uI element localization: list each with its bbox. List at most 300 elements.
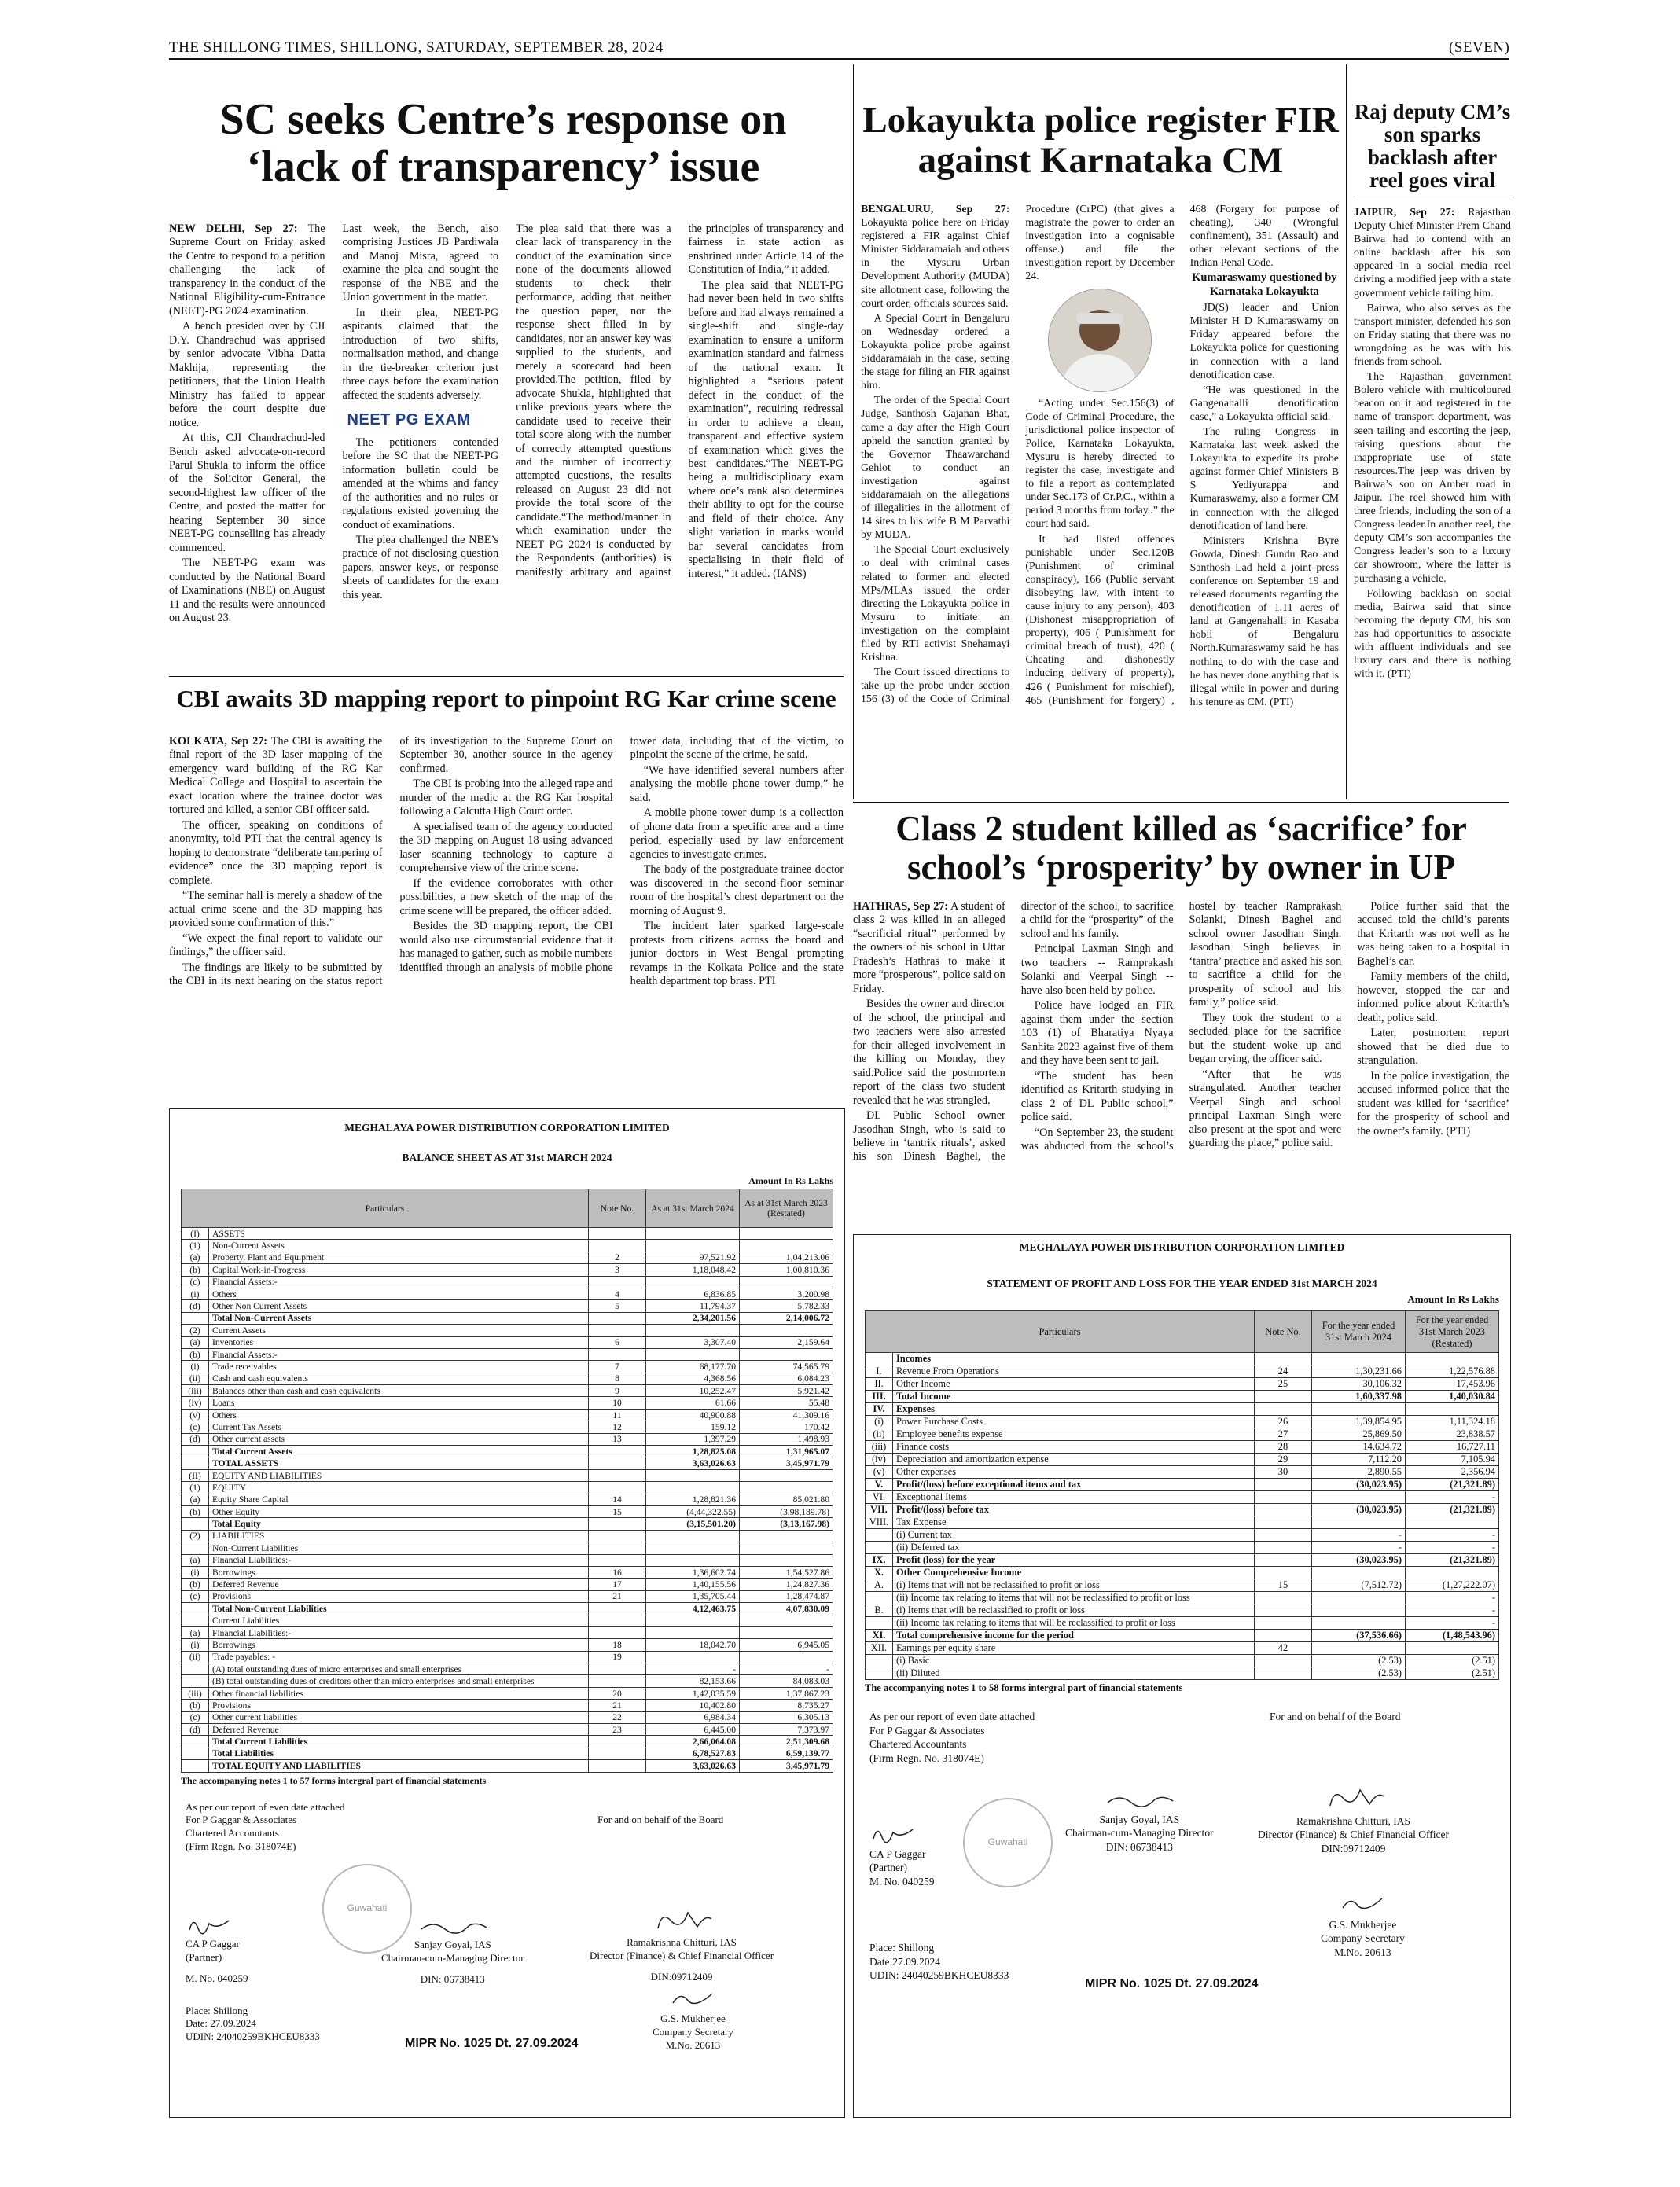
row-value-current: - — [1312, 1529, 1406, 1542]
story-up-para: In the police investigation, the accused informed police that the student was killed for ‘sacrifice’ for the prosperity of school and the owner’s family. (PTI) — [1357, 1069, 1509, 1138]
row-label: Total Equity — [209, 1518, 589, 1530]
row-note — [1255, 1516, 1312, 1529]
col-header: As at 31st March 2024 — [646, 1189, 740, 1228]
row-label: Provisions — [209, 1700, 589, 1711]
row-value-current — [646, 1530, 740, 1542]
story-sc-para: A bench presided over by CJI D.Y. Chandrachud was apprised by senior advocate Vibha Datta Makhija, representing the petitioners, that the Union Health Ministry has failed to appear before the court despite due notice. — [169, 320, 325, 429]
row-value-current: (4,44,322.55) — [646, 1505, 740, 1517]
table-row — [866, 1592, 1499, 1604]
row-index — [182, 1663, 209, 1675]
story-lokayukta-para: “He was questioned in the Gangenahalli denotification case,” a Lokayukta official said. — [1189, 384, 1339, 423]
story-sc-para: In their plea, NEET-PG aspirants claimed that the introduction of two shifts, normalisation method, and change in the tie-breaker criterion just three days before the examination affected the students adversely. — [342, 306, 499, 402]
board-label: For and on behalf of the Board — [1270, 1711, 1401, 1722]
story-raj-para: Bairwa, who also serves as the transport minister, defended his son on Friday stating that there was no wrongdoing as he was with his friends from school. — [1354, 302, 1511, 369]
firm-stamp: Guwahati — [963, 1798, 1053, 1887]
row-label: TOTAL ASSETS — [209, 1457, 589, 1469]
row-value-previous — [1406, 1403, 1499, 1416]
row-value-current: 11,794.37 — [646, 1300, 740, 1312]
row-index — [866, 1542, 893, 1554]
table-row — [182, 1397, 833, 1409]
row-note — [589, 1312, 646, 1324]
row-index: IX. — [866, 1554, 893, 1567]
row-note: 26 — [1255, 1416, 1312, 1428]
row-note: 8 — [589, 1373, 646, 1384]
statement-title: STATEMENT OF PROFIT AND LOSS FOR THE YEAR ENDED 31st MARCH 2024 — [987, 1277, 1377, 1289]
row-index — [182, 1675, 209, 1687]
table-row — [866, 1579, 1499, 1592]
row-note: 16 — [589, 1566, 646, 1578]
row-label: Cash and cash equivalents — [209, 1373, 589, 1384]
row-index: (iii) — [182, 1385, 209, 1397]
row-note — [589, 1748, 646, 1759]
row-value-previous — [740, 1240, 833, 1252]
profit-loss-ad — [853, 1234, 1511, 2118]
row-note — [589, 1469, 646, 1481]
row-label: (A) total outstanding dues of micro enterprises and small enterprises — [209, 1663, 589, 1675]
row-value-previous: 2,51,309.68 — [740, 1736, 833, 1748]
story-up-para: HATHRAS, Sep 27: A student of class 2 was killed in an alleged “sacrificial ritual” performed by the owners of his school in Uttar Pradesh’s Hathras to make it more “prosperous”, police said on Friday. — [853, 900, 1005, 995]
story-lokayukta-subhead: Kumaraswamy questioned by Karnataka Lokayukta — [1192, 271, 1337, 299]
signature-icon — [669, 1989, 716, 2009]
row-index: X. — [866, 1567, 893, 1579]
row-label: Depreciation and amortization expense — [893, 1454, 1255, 1466]
col-header: Note No. — [1255, 1311, 1312, 1353]
row-index — [182, 1736, 209, 1748]
row-label: EQUITY AND LIABILITIES — [209, 1469, 589, 1481]
row-label: Profit/(loss) before exceptional items and tax — [893, 1479, 1255, 1491]
row-label: Exceptional Items — [893, 1491, 1255, 1504]
signature-icon — [1339, 1894, 1386, 1914]
row-value-current — [646, 1228, 740, 1240]
table-row — [866, 1630, 1499, 1642]
row-value-current — [646, 1615, 740, 1626]
row-value-previous: 7,373.97 — [740, 1724, 833, 1736]
story-lokayukta-para: The ruling Congress in Karnataka last week asked the Lokayukta to expedite its probe against former Chief Ministers B S Yediyurappa and Kumaraswamy, also a former CM in connection with the alleged denotification of land here. — [1189, 425, 1339, 532]
row-label: Profit/(loss) before tax — [893, 1504, 1255, 1516]
row-label: Current Liabilities — [209, 1615, 589, 1626]
row-value-previous — [740, 1325, 833, 1336]
row-label: Borrowings — [209, 1566, 589, 1578]
story-up-para: DL Public School owner Jasodhan Singh, who is said to believe in ‘tantrik rituals’, asked his son Dinesh Baghel, the director of the school, to sacrifice a child for the “prosperity” of the school and his family. — [853, 900, 1174, 1163]
row-value-previous: 3,45,971.79 — [740, 1760, 833, 1772]
row-note: 28 — [1255, 1441, 1312, 1454]
story-lokayukta-para: Ministers Krishna Byre Gowda, Dinesh Gundu Rao and Santhosh Lad held a joint press conference on September 19 and released documents regarding the denotification of 1.11 acres of land at Gangenahalli in Kasaba hobli of Bengaluru North.Kumaraswamy said he has nothing to do with the case and he has never done anything that is illegal while in power and during his tenure as CM. (PTI) — [1189, 535, 1339, 708]
place-date-block: Place: Shillong Date: 27.09.2024 UDIN: 24040259BKHCEU8333 — [186, 2004, 320, 2043]
row-note — [1255, 1592, 1312, 1604]
table-row — [182, 1505, 833, 1517]
row-note: 10 — [589, 1397, 646, 1409]
row-note: 22 — [589, 1711, 646, 1723]
row-index — [866, 1529, 893, 1542]
table-row — [866, 1441, 1499, 1454]
table-row — [182, 1409, 833, 1421]
signature-block — [181, 1796, 833, 2056]
table-row — [182, 1300, 833, 1312]
profit-loss-table — [865, 1310, 1499, 1680]
signatory-4: G.S. Mukherjee Company Secretary M.No. 20613 — [1321, 1894, 1405, 1959]
table-row — [866, 1604, 1499, 1617]
row-value-current — [646, 1626, 740, 1638]
row-label: Other current assets — [209, 1433, 589, 1445]
table-row — [182, 1228, 833, 1240]
row-index: (ii) — [182, 1651, 209, 1663]
table-row — [182, 1288, 833, 1299]
row-value-previous: 17,453.96 — [1406, 1378, 1499, 1391]
row-value-previous: 1,40,030.84 — [1406, 1391, 1499, 1403]
table-row — [182, 1603, 833, 1615]
row-value-current — [646, 1276, 740, 1288]
table-row — [182, 1579, 833, 1590]
row-value-previous: - — [1406, 1529, 1499, 1542]
row-value-current — [1312, 1516, 1406, 1529]
row-label: Others — [209, 1409, 589, 1421]
table-row — [866, 1466, 1499, 1479]
row-label: (i) Items that will not be reclassified to profit or loss — [893, 1579, 1255, 1592]
story-lokayukta-para: BENGALURU, Sep 27: Lokayukta police here on Friday registered a FIR against Chief Minister Siddaramaiah and others in the Mysuru Urban Development Authority (MUDA) site allotment case, following the court order, officials sources said. — [861, 204, 1010, 310]
story-sc-para: The plea said that NEET-PG had never been held in two shifts before and had always remained a single-shift and single-day examination to ensure a uniform examination standard and fairness of the national exam. It highlighted a “serious patent defect in the conduct of the examination”, requiring redressal in order to achieve a clean, transparent and effective system of examination which gives the best candidates.“The NEET-PG being a multidisciplinary exam where one’s rank also determines their ability to opt for the course and field of their choice. Any slight variation in marks would bar several candidates from specialising in their field of interest,” it added. (IANS) — [688, 278, 844, 580]
story-lokayukta-text — [861, 203, 1339, 794]
story-up-para: Police have lodged an FIR against them under the section 103 (1) of Bharatiya Nyaya Sanhita 2023 against five of them and they have been sent to jail. — [1020, 999, 1174, 1068]
table-row — [182, 1361, 833, 1373]
table-row — [182, 1760, 833, 1772]
table-row — [866, 1542, 1499, 1554]
row-value-current — [1312, 1604, 1406, 1617]
row-index: XI. — [866, 1630, 893, 1642]
row-note — [589, 1482, 646, 1494]
row-value-previous: 5,782.33 — [740, 1300, 833, 1312]
story-cbi-para: “We expect the final report to validate our findings,” the officer said. — [169, 932, 383, 959]
story-up-para: “On September 23, the student was abducted from the school’s hostel by teacher Ramprakash Solanki, Dinesh Baghel and school owner Jasodhan Singh. Jasodhan Singh believes in ‘tantra’ practice and asked his son to sacrifice a child for the prosperity of school and his family,” police said. — [1020, 900, 1342, 1152]
row-index: (I) — [182, 1228, 209, 1240]
row-value-previous: 6,945.05 — [740, 1639, 833, 1651]
row-index: (a) — [182, 1554, 209, 1566]
row-label: (ii) Income tax relating to items that will be reclassified to profit or loss — [893, 1617, 1255, 1630]
signature-icon — [650, 1906, 713, 1933]
table-row — [182, 1348, 833, 1360]
signatory-2: Sanjay Goyal, IAS Chairman-cum-Managing Director DIN: 06738413 — [381, 1918, 524, 1987]
row-label: Total Current Liabilities — [209, 1736, 589, 1748]
row-index: (v) — [182, 1409, 209, 1421]
row-index: (ii) — [866, 1428, 893, 1441]
row-value-current: 3,63,026.63 — [646, 1760, 740, 1772]
footnote: The accompanying notes 1 to 57 forms intergral part of financial statements — [181, 1774, 487, 1786]
row-index: A. — [866, 1579, 893, 1592]
row-value-current: 10,252.47 — [646, 1385, 740, 1397]
row-label: Total Income — [893, 1391, 1255, 1403]
row-label: (B) total outstanding dues of creditors other than micro enterprises and small enterprises — [209, 1675, 589, 1687]
row-index — [182, 1603, 209, 1615]
story-lokayukta-para: “Acting under Sec.156(3) of Code of Criminal Procedure, the jurisdictional police inspector of Police, Karnataka Lokayukta, Mysuru is hereby directed to register the case, investigate and to file a report as contemplated under Sec.173 of Cr.P.C., within a period 3 months from today..” the court had said. — [1025, 397, 1175, 531]
signature-icon — [1322, 1784, 1385, 1810]
table-row — [866, 1491, 1499, 1504]
row-value-current: 18,042.70 — [646, 1639, 740, 1651]
row-value-previous: (21,321.89) — [1406, 1479, 1499, 1491]
row-value-current: 2,890.55 — [1312, 1466, 1406, 1479]
col-header: For the year ended 31st March 2023 (Restated) — [1406, 1311, 1499, 1353]
table-row — [182, 1566, 833, 1578]
row-value-current — [646, 1542, 740, 1554]
row-label: Equity Share Capital — [209, 1494, 589, 1505]
row-note — [589, 1276, 646, 1288]
table-row — [182, 1626, 833, 1638]
amount-unit: Amount In Rs Lakhs — [1407, 1293, 1499, 1305]
table-row — [182, 1711, 833, 1723]
story-raj-body — [1354, 206, 1511, 796]
row-note — [589, 1348, 646, 1360]
row-note: 24 — [1255, 1365, 1312, 1378]
row-note — [589, 1240, 646, 1252]
row-value-current: 10,402.80 — [646, 1700, 740, 1711]
table-row — [866, 1617, 1499, 1630]
table-row — [182, 1240, 833, 1252]
row-label: Incomes — [893, 1353, 1255, 1365]
row-value-previous: (3,98,189.78) — [740, 1505, 833, 1517]
row-value-previous: 1,11,324.18 — [1406, 1416, 1499, 1428]
col-header: Particulars — [866, 1311, 1255, 1353]
row-index — [182, 1518, 209, 1530]
row-label: Other current liabilities — [209, 1711, 589, 1723]
row-index: (b) — [182, 1700, 209, 1711]
table-row — [866, 1479, 1499, 1491]
row-value-current — [646, 1240, 740, 1252]
row-index: (2) — [182, 1530, 209, 1542]
row-index: (a) — [182, 1494, 209, 1505]
row-note: 15 — [589, 1505, 646, 1517]
story-up-text — [853, 900, 1509, 1238]
row-value-current: 3,63,026.63 — [646, 1457, 740, 1469]
row-value-previous: - — [740, 1663, 833, 1675]
table-row — [182, 1651, 833, 1663]
row-value-previous: - — [1406, 1491, 1499, 1504]
row-label: Other Non Current Assets — [209, 1300, 589, 1312]
row-value-previous: 84,083.03 — [740, 1675, 833, 1687]
row-label: LIABILITIES — [209, 1530, 589, 1542]
row-value-previous: 8,735.27 — [740, 1700, 833, 1711]
row-note — [1255, 1391, 1312, 1403]
row-index: VII. — [866, 1504, 893, 1516]
row-value-current: 1,30,231.66 — [1312, 1365, 1406, 1378]
row-value-current: 1,60,337.98 — [1312, 1391, 1406, 1403]
row-index: (c) — [182, 1276, 209, 1288]
row-value-current: 6,836.85 — [646, 1288, 740, 1299]
row-index: (d) — [182, 1433, 209, 1445]
row-value-current: 61.66 — [646, 1397, 740, 1409]
auditor-block: As per our report of even date attached For P Gaggar & Associates Chartered Accountants (Firm Regn. No. 318074E) — [186, 1800, 345, 1853]
row-label: Profit (loss) for the year — [893, 1554, 1255, 1567]
story-raj-para: The Rajasthan government Bolero vehicle with multicoloured beacon on it and registered in the name of transport department, was seen tailing and escorting the jeep, raising questions about the inappropriate use of state resources.The jeep was driven by Bairwa’s son on Amber road in Jaipur. The reel showed him with three friends, including the son of a Congress leader.In another reel, the deputy CM’s son accompanies the Congress leader’s son to a luxury car showroom, where the latter is purchasing a vehicle. — [1354, 371, 1511, 585]
row-label: Expenses — [893, 1403, 1255, 1416]
row-index: (a) — [182, 1252, 209, 1263]
story-up-para: Family members of the child, however, stopped the car and informed police about Kritarth’s death, police said. — [1357, 970, 1509, 1024]
table-row — [866, 1403, 1499, 1416]
row-index — [866, 1592, 893, 1604]
row-value-current: 1,40,155.56 — [646, 1579, 740, 1590]
signature-icon — [186, 1914, 233, 1935]
row-value-current: 159.12 — [646, 1421, 740, 1433]
row-index: V. — [866, 1479, 893, 1491]
table-row — [866, 1642, 1499, 1655]
story-up-para: Police further said that the accused told the child’s parents that Kritarth was not well as he was being taken to a hospital in Baghel’s car. — [1357, 900, 1509, 968]
story-cbi-para: “The seminar hall is merely a shadow of the actual crime scene and the 3D mapping has provided some confirmation of this.” — [169, 889, 383, 930]
row-value-previous: - — [1406, 1617, 1499, 1630]
row-label: Total comprehensive income for the period — [893, 1630, 1255, 1642]
row-index: (b) — [182, 1505, 209, 1517]
row-index: (c) — [182, 1711, 209, 1723]
row-note — [589, 1603, 646, 1615]
row-note — [589, 1457, 646, 1469]
table-row — [182, 1264, 833, 1276]
row-label: Finance costs — [893, 1441, 1255, 1454]
header-rule — [169, 58, 1509, 60]
row-value-previous: 41,309.16 — [740, 1409, 833, 1421]
row-value-previous: 2,159.64 — [740, 1336, 833, 1348]
story-sc-para: The plea said that there was a clear lack of transparency in the conduct of the examination since none of the documents allowed students to check their performance, adding that neither the question paper, nor the response sheet filled in by candidates, nor an answer key was supplied to the students, and merely a scorecard had been provided.The petition, filed by advocate Shukla, highlighted that unlike previous years where the candidate used to receive their total score along with the number of correctly attempted questions and the number of incorrectly attempted questions, the results released on August 23 did not provide the total score of the candidate.“The method/manner in which examination under the NEET PG 2024 is conducted by the Respondents (authorities) is manifestly arbitrary and against the principles of transparency and fairness in state action as enshrined under Article 14 of the Constitution of India,” it added. — [516, 222, 844, 579]
row-note: 4 — [589, 1288, 646, 1299]
table-row — [182, 1336, 833, 1348]
statement-title: BALANCE SHEET AS AT 31st MARCH 2024 — [402, 1152, 612, 1163]
row-value-previous — [740, 1554, 833, 1566]
row-value-current — [1312, 1491, 1406, 1504]
table-row — [866, 1516, 1499, 1529]
signatory-3: Ramakrishna Chitturi, IAS Director (Finance) & Chief Financial Officer DIN:09712409 — [1258, 1784, 1449, 1855]
story-up-para: They took the student to a secluded place for the sacrifice but the student woke up and began crying, the officer said. — [1189, 1011, 1342, 1066]
row-label: Financial Assets:- — [209, 1276, 589, 1288]
story-raj-text — [1354, 206, 1511, 796]
table-row — [866, 1378, 1499, 1391]
story-lokayukta-para: JD(S) leader and Union Minister H D Kumaraswamy on Friday appeared before the Lokayukta police for questioning in connection with a land denotification case. — [1189, 302, 1339, 381]
row-value-current: 40,900.88 — [646, 1409, 740, 1421]
headline-cbi: CBI awaits 3D mapping report to pinpoint RG Kar crime scene — [176, 685, 836, 712]
signature-icon — [869, 1823, 917, 1843]
signatory-1: CA P Gaggar (Partner) M. No. 040259 — [186, 1914, 248, 1987]
row-label: Provisions — [209, 1590, 589, 1602]
row-index: VI. — [866, 1491, 893, 1504]
story-lokayukta-para: It had listed offences punishable under Sec.120B (Punishment of criminal conspiracy), 166 (Public servant disobeying law, with intent to cause injury to any person), 403 (Dishonest misappropriation of property), 406 ( Punishment for criminal breach of trust), 420 ( Cheating and dishonestly inducing delivery of property), 426 ( Punishment for mischief), 465 (Punishment for forgery) , 468 (Forgery for purpose of cheating), 340 (Wrongful confinement), 351 (Assault) and other relevant sections of the Indian Penal Code. — [1025, 204, 1339, 707]
row-value-previous: - — [1406, 1542, 1499, 1554]
row-value-current — [1312, 1567, 1406, 1579]
row-index: (d) — [182, 1300, 209, 1312]
row-value-current: 1,35,705.44 — [646, 1590, 740, 1602]
table-row — [182, 1373, 833, 1384]
row-note — [589, 1626, 646, 1638]
table-row — [182, 1482, 833, 1494]
headline-lokayukta: Lokayukta police register FIR against Karnataka CM — [862, 100, 1339, 181]
row-label: (ii) Income tax relating to items that will not be reclassified to profit or loss — [893, 1592, 1255, 1604]
row-label: Current Assets — [209, 1325, 589, 1336]
row-value-previous — [1406, 1642, 1499, 1655]
row-note: 20 — [589, 1687, 646, 1699]
row-value-current: 30,106.32 — [1312, 1378, 1406, 1391]
row-value-previous: (21,321.89) — [1406, 1554, 1499, 1567]
story-cbi-para: The officer, speaking on conditions of anonymity, told PTI that the central agency is hoping to demonstrate “deliberate tampering of evidence” once the 3D mapping report is complete. — [169, 818, 383, 887]
story-sc-para: Last week, the Bench, also comprising Justices JB Pardiwala and Manoj Misra, agreed to examine the plea and sought the response of the NBE and the Union government in the matter. — [342, 222, 499, 304]
row-index — [182, 1457, 209, 1469]
row-index — [182, 1312, 209, 1324]
row-value-previous: 85,021.80 — [740, 1494, 833, 1505]
footnote: The accompanying notes 1 to 58 forms intergral part of financial statements — [865, 1682, 1183, 1693]
row-value-previous — [740, 1228, 833, 1240]
row-value-current: 6,445.00 — [646, 1724, 740, 1736]
row-label: Total Liabilities — [209, 1748, 589, 1759]
row-label: Other Comprehensive Income — [893, 1567, 1255, 1579]
row-value-current: 1,42,035.59 — [646, 1687, 740, 1699]
row-note — [589, 1325, 646, 1336]
row-label: Deferred Revenue — [209, 1579, 589, 1590]
row-label: Loans — [209, 1397, 589, 1409]
row-label: (i) Items that will be reclassified to profit or loss — [893, 1604, 1255, 1617]
row-note: 21 — [589, 1590, 646, 1602]
row-value-previous: 1,04,213.06 — [740, 1252, 833, 1263]
table-row — [182, 1385, 833, 1397]
table-row — [182, 1724, 833, 1736]
row-label: (ii) Diluted — [893, 1667, 1255, 1680]
row-value-previous: (1,27,222.07) — [1406, 1579, 1499, 1592]
row-note — [589, 1446, 646, 1457]
place-date-block: Place: Shillong Date:27.09.2024 UDIN: 24040259BKHCEU8333 — [869, 1942, 1009, 1982]
row-note: 17 — [589, 1579, 646, 1590]
story-lokayukta-para: A Special Court in Bengaluru on Wednesday ordered a Lokayukta police probe against Siddaramaiah in the case, setting the stage for filing an FIR against him. — [861, 312, 1010, 392]
row-index: (ii) — [182, 1373, 209, 1384]
row-index: (1) — [182, 1240, 209, 1252]
row-note — [1255, 1567, 1312, 1579]
table-row — [182, 1421, 833, 1433]
row-label: Financial Assets:- — [209, 1348, 589, 1360]
row-label: Balances other than cash and cash equivalents — [209, 1385, 589, 1397]
row-value-current: 4,368.56 — [646, 1373, 740, 1384]
row-value-current: (37,536.66) — [1312, 1630, 1406, 1642]
row-value-previous: (1,48,543.96) — [1406, 1630, 1499, 1642]
signature-icon — [1104, 1792, 1175, 1809]
row-label: Current Tax Assets — [209, 1421, 589, 1433]
row-value-current: (30,023.95) — [1312, 1554, 1406, 1567]
row-index — [182, 1446, 209, 1457]
row-index: II. — [866, 1378, 893, 1391]
table-row — [182, 1494, 833, 1505]
story-sc-body — [169, 222, 844, 667]
table-row — [182, 1639, 833, 1651]
row-value-current: 1,36,602.74 — [646, 1566, 740, 1578]
row-value-previous: 3,45,971.79 — [740, 1457, 833, 1469]
table-row — [866, 1365, 1499, 1378]
signatory-4: G.S. Mukherjee Company Secretary M.No. 20613 — [653, 1989, 733, 2053]
row-value-current: 97,521.92 — [646, 1252, 740, 1263]
row-note — [1255, 1403, 1312, 1416]
row-value-current — [1312, 1617, 1406, 1630]
amount-unit: Amount In Rs Lakhs — [748, 1175, 833, 1186]
row-index: (i) — [866, 1416, 893, 1428]
row-index: (iii) — [866, 1441, 893, 1454]
table-row — [866, 1567, 1499, 1579]
row-index: (v) — [866, 1466, 893, 1479]
row-value-previous — [740, 1469, 833, 1481]
row-note — [1255, 1630, 1312, 1642]
table-row — [182, 1663, 833, 1675]
row-note — [1255, 1504, 1312, 1516]
row-index: IV. — [866, 1403, 893, 1416]
row-value-current — [646, 1469, 740, 1481]
row-index: (b) — [182, 1579, 209, 1590]
row-value-previous — [740, 1348, 833, 1360]
row-value-previous: - — [1406, 1604, 1499, 1617]
story-up-body — [853, 900, 1509, 1238]
row-note: 3 — [589, 1264, 646, 1276]
row-value-previous: 6,084.23 — [740, 1373, 833, 1384]
row-label: Employee benefits expense — [893, 1428, 1255, 1441]
row-index: (2) — [182, 1325, 209, 1336]
row-note: 6 — [589, 1336, 646, 1348]
row-note — [589, 1542, 646, 1554]
row-index: (i) — [182, 1566, 209, 1578]
